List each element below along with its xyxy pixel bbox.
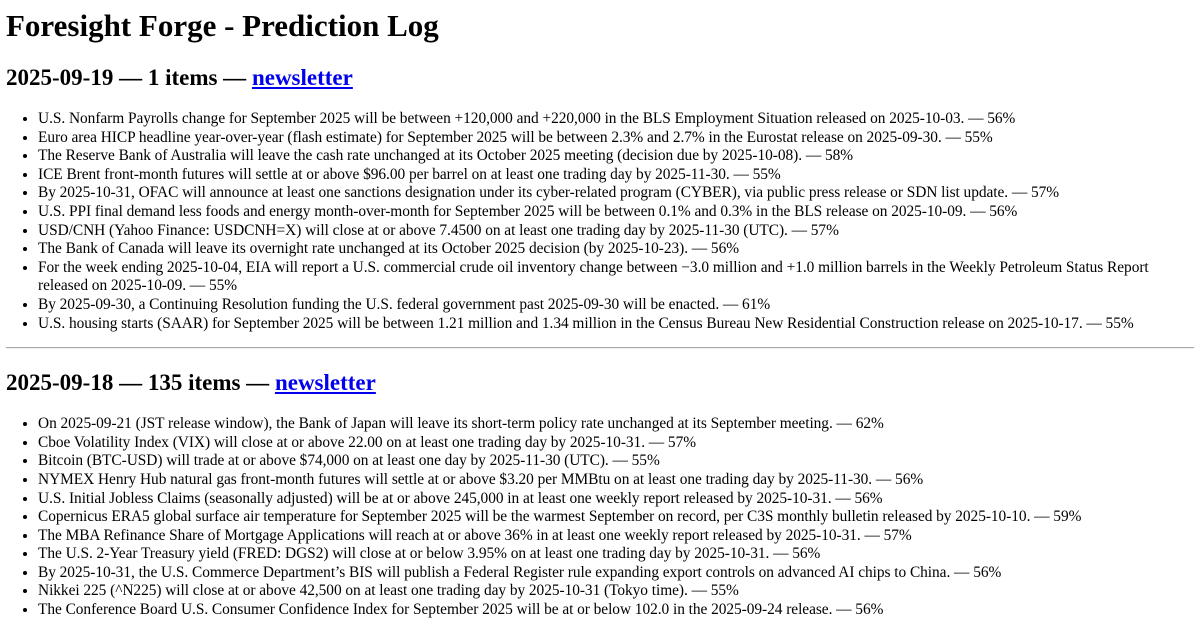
prediction-item: • Bitcoin (BTC-USD) will trade at or above $74,000 on at least one day by 2025-11-30 (UTC). — 55% xyxy=(38,452,1194,471)
prediction-list xyxy=(6,110,1194,333)
prediction-item: • U.S. Initial Jobless Claims (seasonally adjusted) will be at or above 245,000 in at least one weekly report released by 2025-10-31. — 56% xyxy=(38,490,1194,509)
prediction-item: • The Conference Board U.S. Consumer Confidence Index for September 2025 will be at or below 102.0 in the 2025-09-24 release. — 56% xyxy=(38,601,1194,620)
prediction-item: • Euro area HICP headline year-over-year (flash estimate) for September 2025 will be between 2.3% and 2.7% in the Eurostat release on 2025-09-30. — 55% xyxy=(38,129,1194,148)
section-heading-text: 2025-09-19 — 1 items — xyxy=(6,65,252,90)
prediction-item: • Cboe Volatility Index (VIX) will close at or above 22.00 on at least one trading day by 2025-10-31. — 57% xyxy=(38,434,1194,453)
prediction-item: • U.S. housing starts (SAAR) for September 2025 will be between 1.21 million and 1.34 million in the Census Bureau New Residential Construction release on 2025-10-17. — 55% xyxy=(38,315,1194,334)
prediction-item: • Copernicus ERA5 global surface air temperature for September 2025 will be the warmest September on record, per C3S monthly bulletin released by 2025-10-10. — 59% xyxy=(38,508,1194,527)
section-heading xyxy=(6,64,1194,92)
prediction-item: • NYMEX Henry Hub natural gas front-month futures will settle at or above $3.20 per MMBtu on at least one trading day by 2025-11-30. — 56% xyxy=(38,471,1194,490)
prediction-list xyxy=(6,415,1194,620)
prediction-item: • On 2025-09-21 (JST release window), the Bank of Japan will leave its short-term policy rate unchanged at its September meeting. — 62% xyxy=(38,415,1194,434)
prediction-item: • The Bank of Canada will leave its overnight rate unchanged at its October 2025 decision (by 2025-10-23). — 56% xyxy=(38,240,1194,259)
prediction-item: • For the week ending 2025-10-04, EIA will report a U.S. commercial crude oil inventory change between −3.0 million and +1.0 million barrels in the Weekly Petroleum Status Report released on 2025-10-09. — 55% xyxy=(38,259,1194,296)
prediction-item: • The Reserve Bank of Australia will leave the cash rate unchanged at its October 2025 meeting (decision due by 2025-10-08). — 58% xyxy=(38,147,1194,166)
newsletter-link[interactable]: newsletter xyxy=(274,370,376,396)
section-heading xyxy=(6,369,1194,397)
section-divider xyxy=(6,347,1194,349)
prediction-item: • The MBA Refinance Share of Mortgage Applications will reach at or above 36% in at least one weekly report released by 2025-10-31. — 57% xyxy=(38,527,1194,546)
prediction-item: • The U.S. 2-Year Treasury yield (FRED: DGS2) will close at or below 3.95% on at least one trading day by 2025-10-31. — 56% xyxy=(38,545,1194,564)
section-heading-text: 2025-09-18 — 135 items — xyxy=(6,370,275,396)
prediction-item: • By 2025-09-30, a Continuing Resolution funding the U.S. federal government past 2025-09-30 will be enacted. — 61% xyxy=(38,296,1194,315)
prediction-item: • U.S. PPI final demand less foods and energy month-over-month for September 2025 will be between 0.1% and 0.3% in the BLS release on 2025-10-09. — 56% xyxy=(38,203,1194,222)
newsletter-link[interactable]: newsletter xyxy=(251,65,353,90)
prediction-item: • ICE Brent front-month futures will settle at or above $96.00 per barrel on at least one trading day by 2025-11-30. — 55% xyxy=(38,166,1194,185)
page-title: Foresight Forge - Prediction Log xyxy=(6,8,439,43)
prediction-item: • By 2025-10-31, OFAC will announce at least one sanctions designation under its cyber-related program (CYBER), via public press release or SDN list update. — 57% xyxy=(38,184,1194,203)
log-section xyxy=(6,369,1194,620)
log-section xyxy=(6,64,1194,333)
sections-container xyxy=(6,64,1194,620)
prediction-item: • U.S. Nonfarm Payrolls change for September 2025 will be between +120,000 and +220,000 in the BLS Employment Situation released on 2025-10-03. — 56% xyxy=(38,110,1194,129)
prediction-item: • USD/CNH (Yahoo Finance: USDCNH=X) will close at or above 7.4500 on at least one trading day by 2025-11-30 (UTC). — 57% xyxy=(38,222,1194,241)
prediction-item: • Nikkei 225 (^N225) will close at or above 42,500 on at least one trading day by 2025-10-31 (Tokyo time). — 55% xyxy=(38,582,1194,601)
prediction-item: • By 2025-10-31, the U.S. Commerce Department’s BIS will publish a Federal Register rule expanding export controls on advanced AI chips to China. — 56% xyxy=(38,564,1194,583)
